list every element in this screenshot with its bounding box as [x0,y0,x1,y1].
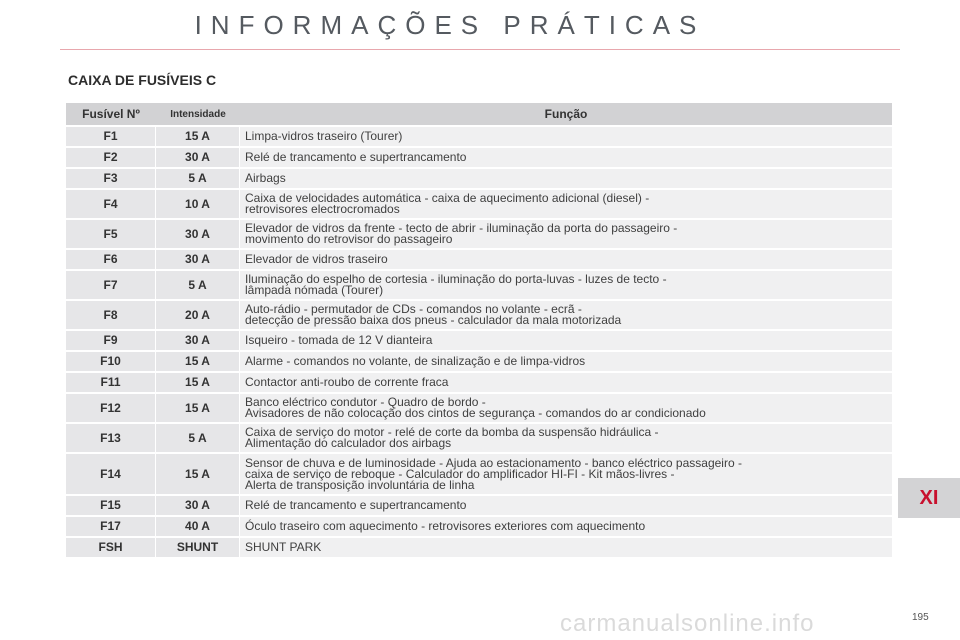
fuse-intensity: 15 A [156,394,240,422]
table-row [66,220,892,248]
column-header-function: Função [240,103,892,125]
fuse-number: F10 [66,352,156,371]
fuse-function-line: Limpa-vidros traseiro (Tourer) [245,129,403,143]
fuse-intensity: 15 A [156,127,240,146]
fuse-function-line: Relé de trancamento e supertrancamento [245,150,467,164]
fuse-number: F5 [66,220,156,248]
fuse-function-line: Banco eléctrico condutor - Quadro de bordo - [245,395,486,409]
fuse-function-line: Elevador de vidros traseiro [245,252,388,266]
fuse-function-line: Elevador de vidros da frente - tecto de abrir - iluminação da porta do passageiro - [245,221,678,235]
fuse-function [240,148,892,167]
fuse-intensity: 30 A [156,331,240,350]
fuse-function [240,424,892,452]
table-row [66,352,892,371]
fuse-number: F11 [66,373,156,392]
fuse-number: F4 [66,190,156,218]
fuse-function-line: caixa de serviço de reboque - Calculador do amplificador HI-FI - Kit mãos-livres - [245,466,675,481]
table-row [66,496,892,515]
column-header-fuse: Fusível Nº [66,103,156,125]
table-row [66,394,892,422]
fuse-intensity: 20 A [156,301,240,329]
fuse-intensity: 15 A [156,373,240,392]
fuse-function-line: Iluminação do espelho de cortesia - iluminação do porta-luvas - luzes de tecto - [245,272,667,286]
table-row [66,127,892,146]
fuse-function [240,496,892,515]
table-row [66,373,892,392]
fuse-intensity: 5 A [156,424,240,452]
fuse-function [240,454,892,494]
fuse-table [66,101,892,559]
fuse-function-line: Isqueiro - tomada de 12 V dianteira [245,333,433,347]
table-row [66,148,892,167]
fuse-function-line: SHUNT PARK [245,540,322,554]
table-row [66,517,892,536]
table-row [66,250,892,269]
table-row [66,301,892,329]
fuse-number: F1 [66,127,156,146]
page-title: INFORMAÇÕES PRÁTICAS [194,10,706,40]
fuse-number: F14 [66,454,156,494]
fuse-number: F6 [66,250,156,269]
fuse-intensity: 5 A [156,271,240,299]
fuse-function-line: retrovisores electrocromados [245,202,400,216]
table-row [66,169,892,188]
fuse-intensity: 15 A [156,454,240,494]
watermark: carmanualsonline.info [560,610,815,637]
fuse-number: F3 [66,169,156,188]
fuse-intensity: 30 A [156,496,240,515]
fuse-function-line: Alimentação do calculador dos airbags [245,436,452,450]
fuse-number: F2 [66,148,156,167]
fuse-number: F12 [66,394,156,422]
fuse-number: F15 [66,496,156,515]
fuse-intensity: 30 A [156,220,240,248]
fuse-function-line: detecção de pressão baixa dos pneus - calculador da mala motorizada [245,313,622,327]
fuse-number: F8 [66,301,156,329]
fuse-function [240,169,892,188]
table-row [66,538,892,557]
fuse-intensity: 40 A [156,517,240,536]
table-header-row [66,103,892,125]
fuse-intensity: 5 A [156,169,240,188]
fuse-number: F9 [66,331,156,350]
fuse-function [240,220,892,248]
fuse-intensity: SHUNT [156,538,240,557]
fuse-function-line: lâmpada nómada (Tourer) [245,283,384,297]
fuse-function-line: Alarme - comandos no volante, de sinalização e de limpa-vidros [245,354,586,368]
page-number: 195 [912,612,929,623]
table-row [66,190,892,218]
fuse-function [240,190,892,218]
fuse-function-line: Óculo traseiro com aquecimento - retrovisores exteriores com aquecimento [245,519,646,533]
column-header-intensity: Intensidade [156,103,240,125]
fuse-intensity: 10 A [156,190,240,218]
table-row [66,331,892,350]
fuse-intensity: 15 A [156,352,240,371]
table-row [66,454,892,494]
fuse-number: F13 [66,424,156,452]
fuse-function [240,517,892,536]
title-divider [60,49,900,50]
fuse-number: FSH [66,538,156,557]
fuse-function-line: Caixa de serviço do motor - relé de corte da bomba da suspensão hidráulica - [245,425,659,439]
table-row [66,424,892,452]
fuse-number: F17 [66,517,156,536]
fuse-function-line: movimento do retrovisor do passageiro [245,232,453,246]
fuse-function [240,538,892,557]
section-heading: CAIXA DE FUSÍVEIS C [68,72,217,88]
fuse-function [240,250,892,269]
fuse-function-line: Sensor de chuva e de luminosidade - Ajuda ao estacionamento - banco eléctrico passageiro - [245,455,742,470]
fuse-function [240,373,892,392]
fuse-number: F7 [66,271,156,299]
fuse-function [240,127,892,146]
fuse-intensity: 30 A [156,148,240,167]
fuse-function [240,301,892,329]
fuse-function [240,352,892,371]
fuse-function-line: Alerta de transposição involuntária de linha [245,477,475,492]
fuse-table-body [66,127,892,557]
fuse-function [240,271,892,299]
fuse-function-line: Relé de trancamento e supertrancamento [245,498,467,512]
fuse-function-line: Avisadores de não colocação dos cintos de segurança - comandos do ar condicionado [245,406,706,420]
table-row [66,271,892,299]
chapter-tab[interactable]: XI [898,478,960,518]
fuse-function-line: Airbags [245,171,286,185]
fuse-intensity: 30 A [156,250,240,269]
fuse-function-line: Auto-rádio - permutador de CDs - comandos no volante - ecrã - [245,302,582,316]
fuse-function [240,394,892,422]
fuse-function-line: Caixa de velocidades automática - caixa de aquecimento adicional (diesel) - [245,191,650,205]
fuse-function [240,331,892,350]
fuse-function-line: Contactor anti-roubo de corrente fraca [245,375,449,389]
